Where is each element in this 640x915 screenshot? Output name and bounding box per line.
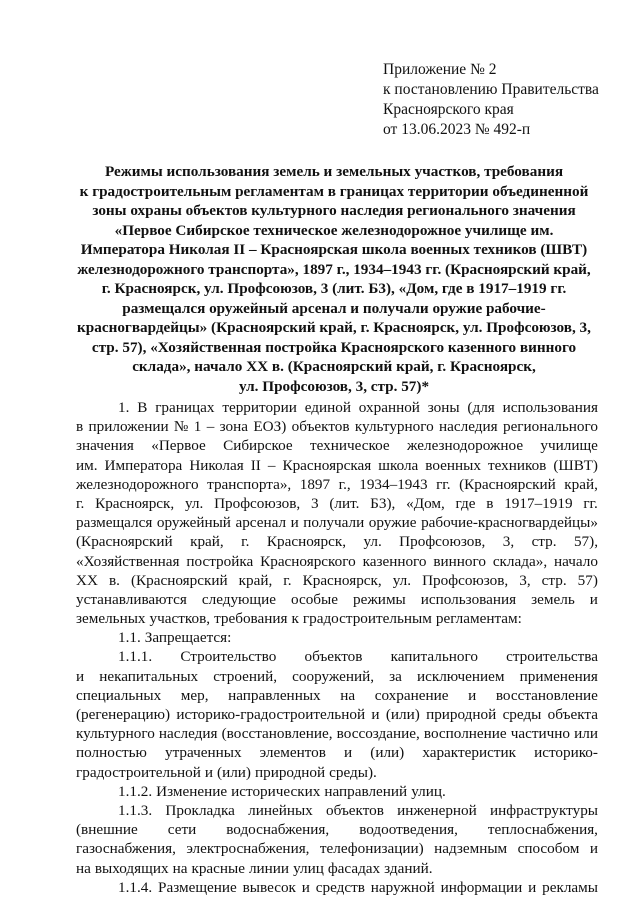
body-word: вывесок — [242, 878, 296, 896]
body-word: объекта — [547, 706, 598, 723]
body-word: рабочие-красногвардейцы» — [421, 514, 598, 532]
body-word: средств — [315, 878, 365, 896]
body-word: г. — [241, 533, 250, 551]
body-word: значения — [76, 437, 134, 455]
body-word: военных — [425, 456, 481, 474]
body-word: объектов — [326, 801, 384, 819]
body-word: использования — [502, 399, 598, 416]
body-word: зоны — [427, 399, 460, 416]
body-word: оружейный — [156, 514, 231, 532]
body-word: 3 — [310, 494, 319, 512]
body-word: элементов — [259, 744, 326, 762]
body-word: информации — [440, 878, 523, 896]
body-word: «Хозяйственная — [76, 552, 180, 570]
body-word: в — [76, 418, 84, 436]
body-word: приложении — [88, 418, 169, 436]
body-word: техническое — [309, 437, 390, 455]
body-word: размещался — [76, 514, 153, 532]
body-word: арсенал — [235, 514, 287, 532]
body-line — [76, 705, 598, 724]
body-word: техников — [487, 456, 547, 474]
body-word: исторических — [231, 782, 321, 800]
body-word: транспорта», — [207, 475, 292, 493]
body-line — [76, 859, 598, 878]
body-line — [76, 686, 598, 705]
body-word: Б3), — [370, 494, 396, 512]
body-word: рекламы — [542, 878, 598, 896]
body-word: градостроительным — [302, 610, 432, 628]
body-word: строений, — [213, 667, 278, 685]
body-word: капитального — [390, 648, 478, 666]
body-word: среды — [502, 706, 542, 723]
body-word: В — [137, 399, 148, 416]
body-word: территории — [222, 399, 297, 416]
body-word: на — [172, 859, 188, 877]
body-word: 1897 — [299, 475, 331, 493]
body-word: охранной — [358, 399, 420, 416]
body-word: воссоздание, — [336, 725, 420, 743]
body-word: постройка — [186, 552, 254, 570]
body-word: природной — [426, 706, 497, 723]
body-word: улиц — [293, 859, 324, 877]
appendix-line: к постановлению Правительства — [383, 81, 599, 98]
body-word: железнодорожного — [76, 475, 199, 493]
body-word: красные — [191, 859, 245, 877]
body-word: ул. — [184, 494, 204, 512]
body-line — [76, 628, 598, 647]
body-word: применения — [519, 667, 598, 685]
body-word: гг. — [583, 494, 598, 512]
body-word: и — [290, 514, 299, 532]
body-word: и — [301, 878, 310, 896]
body-word: (или) — [370, 744, 405, 762]
body-word: фасадах — [327, 859, 381, 877]
body-word: границах — [155, 399, 215, 416]
body-word: ул. — [363, 533, 382, 551]
body-word: и — [371, 706, 380, 723]
body-word: и — [344, 744, 353, 762]
body-word: инфраструктуры — [490, 801, 598, 819]
body-word: сооружений, — [292, 667, 375, 685]
body-word: «Первое — [151, 437, 206, 455]
body-word: Николая — [189, 456, 244, 474]
body-word: Строительство — [180, 648, 277, 666]
body-word: Сибирское — [223, 437, 293, 455]
body-word: на — [340, 686, 356, 704]
body-word: (для — [467, 399, 495, 416]
body-word: режимы — [352, 590, 406, 608]
body-line — [76, 571, 598, 590]
body-word: способом — [517, 840, 580, 858]
body-word: утраченных — [164, 744, 242, 762]
body-line — [76, 417, 598, 436]
body-word: – — [206, 418, 215, 436]
body-word: 1934–1943 — [359, 475, 428, 493]
body-word: объектов — [304, 648, 363, 666]
body-word: гг. — [436, 475, 451, 493]
body-word: градостроительной — [76, 763, 201, 781]
body-word: и — [589, 840, 598, 858]
body-word: 57), — [573, 533, 598, 551]
body-word: инженерной — [397, 801, 477, 819]
body-word: единой — [304, 399, 351, 416]
body-word: некапитальных — [99, 667, 199, 685]
body-word: линии — [248, 859, 290, 877]
body-word: 3, — [502, 533, 515, 551]
body-word: участков, — [149, 610, 211, 628]
body-word: земель — [531, 590, 575, 608]
body-text — [76, 398, 598, 897]
title-line: красногвардейцы» (Красноярский край, г. Красноярск, ул. Профсоюзов, 3, — [77, 319, 591, 336]
body-word: линейных — [248, 801, 313, 819]
body-word: культурного — [354, 418, 434, 436]
body-word: Императора — [104, 456, 183, 474]
body-line — [76, 552, 598, 571]
body-word: казенного — [362, 552, 427, 570]
body-word: училище — [540, 437, 598, 455]
body-word: 1.1.1. — [118, 648, 153, 666]
body-word: специальных — [76, 686, 162, 704]
body-word: направлений — [324, 782, 408, 800]
body-word: им. — [76, 456, 98, 474]
body-line — [76, 667, 598, 686]
body-word: (ШВТ) — [553, 456, 598, 474]
body-word: полностью — [76, 744, 147, 762]
body-word: (Красноярский — [76, 533, 173, 551]
body-word: Запрещается: — [144, 629, 232, 647]
body-line — [76, 609, 598, 628]
body-word: 57) — [577, 571, 598, 589]
body-word: 1.1.2. — [118, 782, 153, 800]
body-word: телефонизации) — [319, 840, 424, 858]
body-word: 1917–1919 — [504, 494, 573, 512]
body-word: г. — [76, 494, 85, 512]
body-word: требования — [214, 610, 288, 628]
body-word: оружие — [368, 514, 417, 532]
body-word: историко- — [534, 744, 598, 762]
body-word: земельных — [76, 610, 146, 628]
body-word: к — [291, 610, 299, 628]
title-line: «Первое Сибирское техническое железнодорожное училище им. — [114, 221, 554, 239]
body-word: (регенерацию) — [76, 706, 171, 723]
body-word: 1 — [193, 418, 202, 436]
body-line — [76, 878, 598, 897]
body-word: край, — [564, 475, 598, 493]
body-word: XX — [76, 571, 98, 589]
body-word: край, — [238, 571, 273, 589]
body-word: (или) — [217, 763, 251, 781]
body-line — [76, 763, 598, 782]
body-word: природной — [254, 763, 326, 781]
body-word: винного — [433, 552, 486, 570]
body-line — [76, 801, 598, 820]
body-word: наследия — [439, 418, 498, 436]
body-word: зданий. — [384, 859, 433, 877]
title-line: размещался оружейный арсенал и получали оружие рабочие- — [122, 299, 546, 317]
title-line: к градостроительным регламентам в границах территории объединенной — [79, 182, 589, 200]
body-line — [76, 494, 598, 513]
body-word: наружной — [370, 878, 435, 896]
body-word: 1.1.4. — [118, 878, 153, 896]
body-line — [76, 647, 598, 666]
body-word: регламентам: — [435, 610, 522, 628]
body-word: сети — [167, 821, 197, 839]
body-word: Прокладка — [165, 801, 235, 819]
appendix-line: Приложение № 2 — [383, 61, 497, 78]
body-word: и — [76, 667, 85, 685]
body-word: и — [468, 686, 477, 704]
body-word: край, — [190, 533, 224, 551]
body-word: (или) — [385, 706, 420, 723]
body-word: получали — [303, 514, 365, 532]
body-word: особые — [290, 590, 338, 608]
body-word: выходящих — [94, 859, 169, 877]
body-word: ул. — [392, 571, 412, 589]
body-word: железнодорожное — [406, 437, 524, 455]
body-word: водоснабжения, — [226, 821, 330, 839]
body-word: регионального — [502, 418, 598, 436]
body-word: стр. — [531, 533, 557, 551]
title-line: ул. Профсоюзов, 3, стр. 57)* — [238, 377, 430, 395]
body-word: Профсоюзов, — [422, 571, 509, 589]
title-line: г. Красноярск, ул. Профсоюзов, 3 (лит. Б3), «Дом, где в 1917–1919 гг. — [101, 280, 567, 297]
body-word: где — [455, 494, 476, 512]
body-word: 3, — [519, 571, 531, 589]
title-line: зоны охраны объектов культурного наследия регионального значения — [92, 202, 576, 219]
body-word: мер, — [180, 686, 209, 704]
body-word: надземным — [434, 840, 508, 858]
body-word: – — [267, 456, 276, 474]
body-word: начало — [553, 552, 598, 570]
body-word: устанавливаются — [76, 590, 187, 608]
body-word: 1.1. — [118, 629, 141, 647]
body-line — [76, 475, 598, 494]
body-word: строительства — [506, 648, 598, 666]
body-word: культурного — [76, 725, 155, 743]
title-line: железнодорожного транспорта», 1897 г., 1934–1943 гг. (Красноярский край, — [77, 260, 591, 278]
body-word: (лит. — [329, 494, 360, 512]
body-word: (внешние — [76, 821, 138, 839]
body-word: склада», — [492, 552, 548, 570]
body-word: и — [528, 878, 537, 896]
title-line: склада», начало XX в. (Красноярский край, г. Красноярск, — [132, 358, 536, 375]
appendix-block — [383, 60, 599, 140]
body-line — [76, 820, 598, 839]
body-word: исключением — [416, 667, 505, 685]
body-line — [76, 590, 598, 609]
body-word: среды). — [329, 763, 377, 781]
body-word: Профсоюзов, — [214, 494, 301, 512]
document-title — [70, 162, 598, 396]
appendix-line: от 13.06.2023 № 492-п — [383, 121, 531, 138]
body-word: стр. — [541, 571, 567, 589]
body-word: и — [589, 590, 598, 608]
body-word: Красноярская — [282, 456, 372, 474]
body-word: частично — [510, 725, 570, 743]
body-word: на — [76, 859, 91, 877]
body-word: в. — [108, 571, 120, 589]
body-word: газоснабжения, — [76, 840, 176, 858]
body-word: Профсоюзов, — [399, 533, 486, 551]
body-word: объектов — [291, 418, 350, 436]
body-line — [76, 724, 598, 743]
body-word: г., — [338, 475, 351, 493]
body-word: или — [574, 725, 598, 743]
body-word: электроснабжения, — [186, 840, 310, 858]
title-line: стр. 57), «Хозяйственная постройка Красноярского казенного винного — [91, 338, 577, 356]
body-word: Размещение — [158, 878, 237, 896]
body-word: зона — [219, 418, 249, 436]
body-word: в — [486, 494, 494, 512]
body-word: следующие — [201, 590, 276, 608]
body-word: Красноярск, — [266, 533, 347, 551]
body-word: использования — [420, 590, 517, 608]
title-line: Режимы использования земель и земельных участков, требования — [104, 163, 564, 180]
body-word: г. — [283, 571, 292, 589]
body-line — [76, 398, 598, 417]
body-line — [76, 782, 598, 801]
body-word: «Дом, — [406, 494, 445, 512]
body-line — [76, 743, 598, 762]
body-line — [76, 436, 598, 455]
body-line — [76, 513, 598, 532]
body-word: историко-градостроительной — [176, 706, 366, 723]
body-line — [76, 532, 598, 551]
body-word: (восстановление, — [221, 725, 333, 743]
body-word: характеристик — [422, 744, 516, 762]
body-word: теплоснабжения, — [487, 821, 598, 839]
body-line — [76, 456, 598, 475]
body-word: (Красноярский — [459, 475, 556, 493]
body-word: наследия — [158, 725, 218, 743]
body-word: Красноярск, — [95, 494, 175, 512]
body-word: восстановление — [495, 686, 598, 704]
body-word: школа — [378, 456, 419, 474]
body-word: сохранение — [374, 686, 449, 704]
body-word: улиц. — [411, 782, 446, 800]
title-line: Императора Николая II – Красноярская школа военных техников (ШВТ) — [80, 241, 588, 258]
body-word: ЕОЗ) — [253, 418, 287, 436]
body-word: водоотведения, — [359, 821, 458, 839]
body-word: направленных — [228, 686, 321, 704]
body-word: № — [173, 418, 189, 436]
body-word: 1.1.3. — [118, 801, 153, 819]
body-word: (Красноярский — [130, 571, 228, 589]
body-word: и — [204, 763, 214, 781]
body-word: Красноярск, — [302, 571, 382, 589]
body-word: за — [389, 667, 402, 685]
body-word: Красноярского — [260, 552, 356, 570]
body-word: восполнение — [423, 725, 507, 743]
appendix-line: Красноярского края — [383, 101, 514, 118]
body-line — [76, 839, 598, 858]
body-word: II — [250, 456, 261, 474]
body-word: Изменение — [156, 782, 228, 800]
body-word: 1. — [118, 399, 130, 416]
